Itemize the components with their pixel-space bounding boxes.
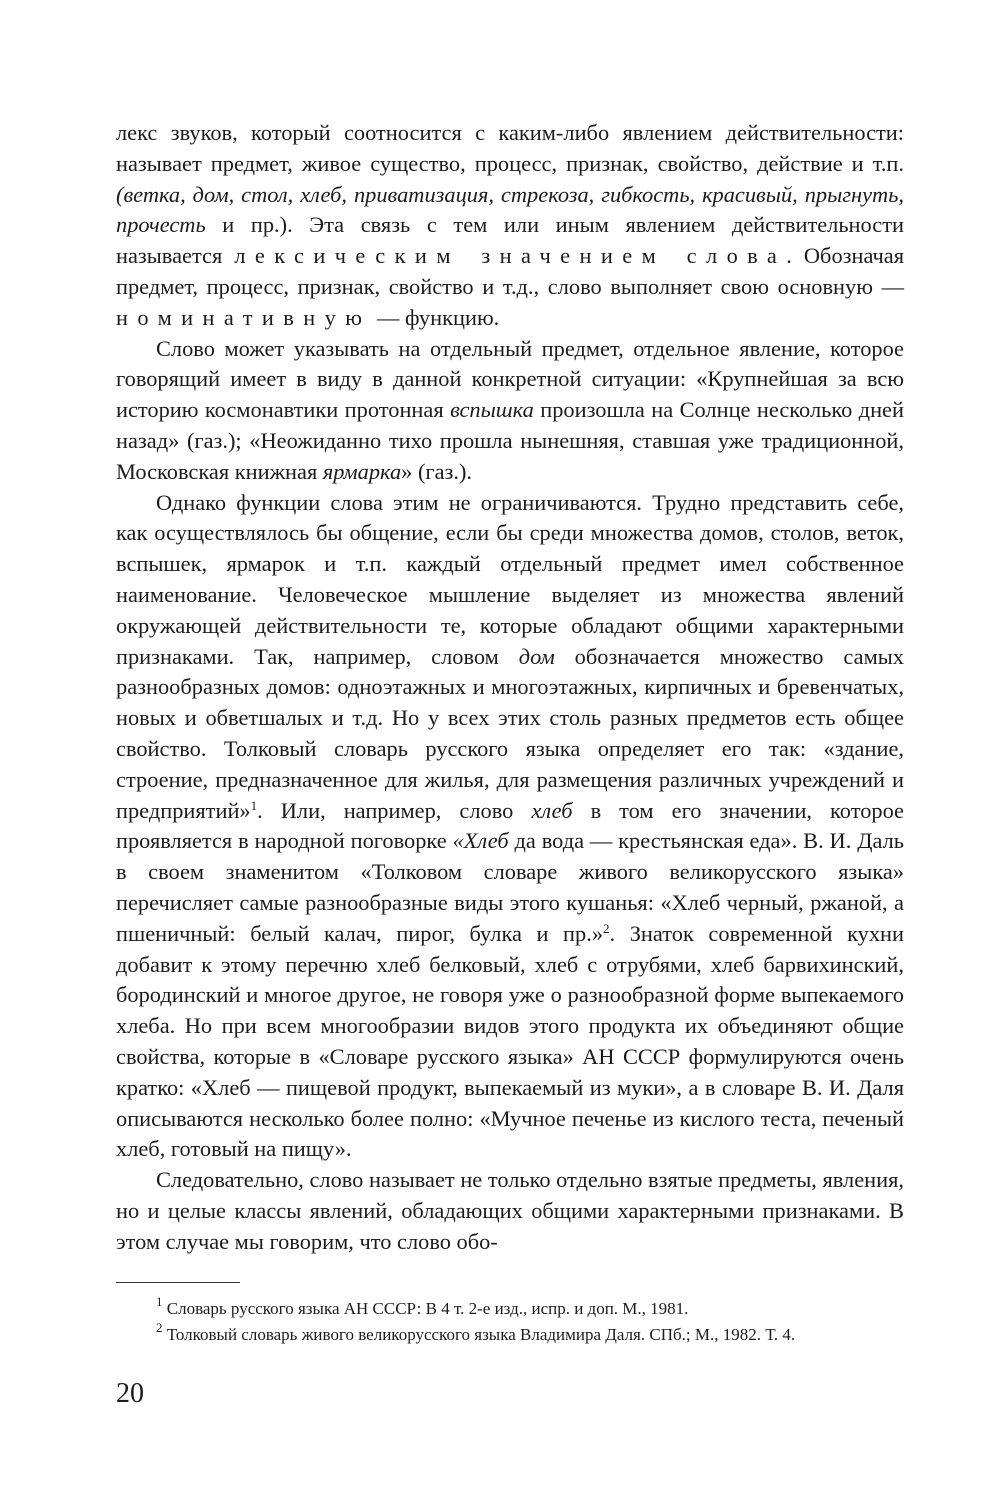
- text-run: обозначается множество самых разнообразных домов: одноэтажных и многоэтажных, кирпичных и бревенчатых, новых и обветшалых и т.д. Но у всех этих столь разных предметов есть общее свойство. Толковый словарь русского языка определяет его так: «здание, строение, предназначенное для жилья, для размещения различных учреждений и предприятий»: [116, 643, 904, 823]
- page-number: 20: [116, 1378, 144, 1409]
- italic-run: «Хлеб: [452, 828, 509, 854]
- paragraph: [116, 1165, 904, 1257]
- footnote-1-text: Словарь русского языка АН СССР: В 4 т. 2-е изд., испр. и доп. М., 1981.: [162, 1299, 689, 1318]
- text-run: в том его значении, которое проявляется в народной поговорке: [116, 797, 904, 854]
- footnote-divider: [116, 1282, 240, 1283]
- italic-run: дом: [518, 643, 555, 669]
- italic-run: хлеб: [531, 797, 573, 823]
- text-run: . Или, например, слово: [257, 797, 532, 823]
- text-run: Слово может указывать на отдельный предмет, отдельное явление, которое говорящий имеет в виду в данной конкретной ситуации: «Крупнейшая за всю историю космонавтики протонная: [116, 335, 904, 423]
- italic-run: ярмарка: [322, 458, 402, 484]
- paragraph: [116, 118, 904, 334]
- text-run: Следовательно, слово называет не только отдельно взятые предметы, явления, но и целые классы явлений, обладающих общими характерными признаками. В этом случае мы говорим, что слово обо-: [116, 1167, 904, 1254]
- paragraph: [116, 488, 904, 1166]
- spaced-term: номинативную: [116, 304, 372, 330]
- text-run: » (газ.).: [401, 458, 473, 484]
- footnote-ref: 1: [250, 797, 258, 813]
- text-run: произошла на Солнце несколько дней назад» (газ.); «Неожиданно тихо прошла нынешняя, ставшая уже традиционной, Московская книжная: [116, 397, 904, 484]
- italic-run: (ветка, дом, стол, хлеб, приватизация, стрекоза, гибкость, красивый, прыгнуть, прочесть: [116, 181, 904, 238]
- text-run: и пр.). Эта связь с тем или иным явлением действительности называется: [116, 212, 904, 269]
- paragraph: [116, 334, 904, 488]
- text-run: . Знаток современной кухни добавит к этому перечню хлеб белковый, хлеб с отрубями, хлеб барвихинский, бородинский и многое другое, не говоря уже о разнообразной форме выпекаемого хлеба. Но при всем многообразии видов этого продукта их объединяют общие свойства, которые в «Словаре русского языка» АН СССР формулируются очень кратко: «Хлеб — пищевой продукт, выпекаемый из муки», а в словаре В. И. Даля описываются несколько более полно: «Мучное печенье из кислого теста, печеный хлеб, готовый на пищу».: [116, 920, 904, 1162]
- italic-run: вспышка: [450, 397, 534, 423]
- footnote-ref: 2: [603, 920, 610, 936]
- text-run: — функцию.: [371, 304, 500, 330]
- text-run: лекс звуков, который соотносится с каким-либо явлением действительности: называет предмет, живое существо, процесс, признак, свойство, действие и т.п.: [116, 120, 904, 176]
- footnote-2: [116, 1320, 904, 1346]
- footnote-2-text: Толковый словарь живого великорусского языка Владимира Даля. СПб.; М., 1982. Т. 4.: [162, 1325, 796, 1344]
- text-run: . Обозначая предмет, процесс, признак, свойство и т.д., слово выполняет свою основную —: [116, 243, 905, 299]
- spaced-term: лексическим значением слова: [234, 243, 787, 269]
- text-run: Однако функции слова этим не ограничиваются. Трудно представить себе, как осуществлялось бы общение, если бы среди множества домов, столов, веток, вспышек, ярмарок и т.п. каждый отдельный предмет имел собственное наименование. Человеческое мышление выделяет из множества явлений окружающей действительности те, которые обладают общими характерными признаками. Так, например, словом: [116, 489, 904, 669]
- page-body: [116, 118, 904, 1257]
- text-run: да вода — крестьянская еда». В. И. Даль в своем знаменитом «Толковом словаре живого великорусского языка» перечисляет самые разнообразные виды этого кушанья: «Хлеб черный, ржаной, а пшеничный: белый калач, пирог, булка и пр.»: [116, 828, 904, 946]
- footnote-1: [116, 1294, 904, 1320]
- footnote-2-mark: 2: [156, 1320, 163, 1335]
- footnote-1-mark: 1: [156, 1294, 163, 1309]
